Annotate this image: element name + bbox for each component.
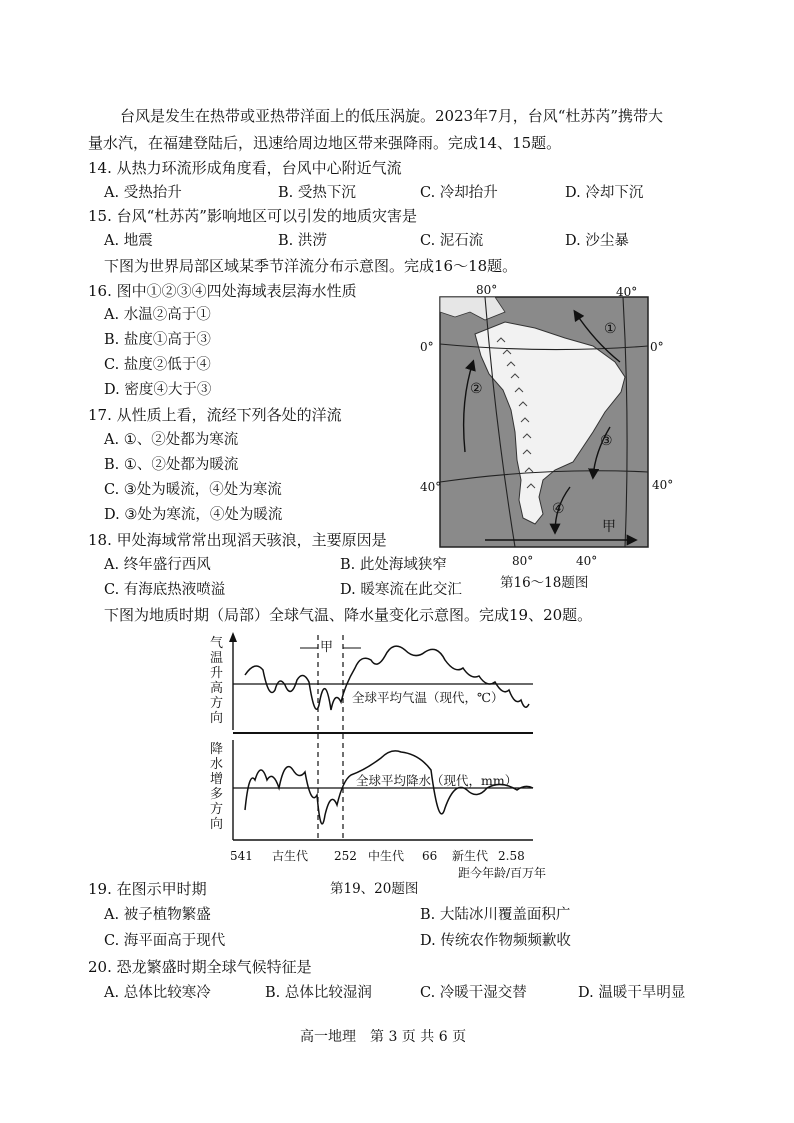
map-lat-equator-right: 0° — [650, 340, 664, 354]
q18-option-a[interactable]: A. 终年盛行西风 — [104, 557, 211, 573]
map-lon-top-80: 80° — [476, 283, 498, 297]
intro-19-20: 下图为地质时期（局部）全球气温、降水量变化示意图。完成19、20题。 — [104, 606, 593, 624]
q16-option-c[interactable]: C. 盐度②低于④ — [104, 357, 211, 373]
q15-option-d[interactable]: D. 沙尘暴 — [565, 233, 629, 249]
question-18-stem: 18. 甲处海域常常出现滔天骇浪，主要原因是 — [88, 531, 387, 549]
q17-option-d[interactable]: D. ③处为寒流，④处为暖流 — [104, 507, 283, 523]
climate-chart — [205, 630, 550, 845]
q18-option-b[interactable]: B. 此处海域狭窄 — [340, 557, 447, 573]
question-17-stem: 17. 从性质上看，流经下列各处的洋流 — [88, 406, 342, 424]
question-19-stem: 19. 在图示甲时期 — [88, 880, 207, 898]
map-marker-2: ② — [470, 381, 483, 397]
intro-14-15-line1: 台风是发生在热带或亚热带洋面上的低压涡旋。2023年7月，台风“杜苏芮”携带大 — [120, 107, 664, 125]
q20-option-b[interactable]: B. 总体比较湿润 — [265, 985, 372, 1001]
map-lon-bottom-80: 80° — [512, 554, 534, 568]
era-mesozoic: 中生代 — [368, 849, 405, 863]
q14-option-d[interactable]: D. 冷却下沉 — [565, 185, 644, 201]
q17-option-a[interactable]: A. ①、②处都为寒流 — [104, 432, 239, 448]
q19-option-b[interactable]: B. 大陆冰川覆盖面积广 — [420, 907, 571, 923]
map-lat-40-right: 40° — [652, 478, 674, 492]
tick-252: 252 — [334, 849, 357, 863]
map-caption: 第16～18题图 — [500, 575, 589, 591]
precip-reference-label: 全球平均降水（现代，mm） — [356, 773, 518, 788]
q20-option-c[interactable]: C. 冷暖干湿交替 — [420, 985, 527, 1001]
q15-option-c[interactable]: C. 泥石流 — [420, 233, 484, 249]
chart-caption: 第19、20题图 — [330, 881, 419, 897]
map-lat-equator-left: 0° — [420, 340, 434, 354]
question-14-stem: 14. 从热力环流形成角度看，台风中心附近气流 — [88, 159, 402, 177]
map-marker-4: ④ — [552, 501, 565, 517]
map-lon-top-40: 40° — [616, 285, 638, 299]
map-marker-3: ③ — [600, 433, 613, 449]
era-cenozoic: 新生代 — [452, 849, 489, 863]
ocean-current-map — [415, 282, 675, 572]
chart-jia-label: 甲 — [320, 640, 334, 655]
temp-reference-label: 全球平均气温（现代，℃） — [352, 690, 504, 705]
map-lon-bottom-40: 40° — [576, 554, 598, 568]
q14-option-b[interactable]: B. 受热下沉 — [278, 185, 356, 201]
q16-option-a[interactable]: A. 水温②高于① — [104, 307, 211, 323]
tick-541: 541 — [230, 849, 253, 863]
q19-option-c[interactable]: C. 海平面高于现代 — [104, 933, 226, 949]
q15-option-a[interactable]: A. 地震 — [104, 233, 153, 249]
intro-14-15-line2: 量水汽，在福建登陆后，迅速给周边地区带来强降雨。完成14、15题。 — [88, 134, 562, 152]
precip-axis-label: 降水增多方向 — [210, 742, 224, 832]
question-20-stem: 20. 恐龙繁盛时期全球气候特征是 — [88, 958, 312, 976]
page-footer: 高一地理 第 3 页 共 6 页 — [300, 1029, 467, 1045]
intro-16-18: 下图为世界局部区域某季节洋流分布示意图。完成16～18题。 — [104, 257, 518, 275]
q17-option-c[interactable]: C. ③处为暖流，④处为寒流 — [104, 482, 282, 498]
q19-option-a[interactable]: A. 被子植物繁盛 — [104, 907, 211, 923]
tick-66: 66 — [422, 849, 438, 863]
temp-axis-label: 气温升高方向 — [210, 636, 224, 726]
question-15-stem: 15. 台风“杜苏芮”影响地区可以引发的地质灾害是 — [88, 207, 417, 225]
q14-option-a[interactable]: A. 受热抬升 — [104, 185, 182, 201]
tick-2-58: 2.58 — [498, 849, 525, 863]
q18-option-d[interactable]: D. 暖寒流在此交汇 — [340, 582, 462, 598]
q17-option-b[interactable]: B. ①、②处都为暖流 — [104, 457, 239, 473]
q16-option-d[interactable]: D. 密度④大于③ — [104, 382, 212, 398]
q15-option-b[interactable]: B. 洪涝 — [278, 233, 327, 249]
map-label-jia: 甲 — [602, 519, 616, 535]
x-axis-label: 距今年龄/百万年 — [458, 866, 547, 880]
q18-option-c[interactable]: C. 有海底热液喷溢 — [104, 582, 226, 598]
question-16-stem: 16. 图中①②③④四处海域表层海水性质 — [88, 282, 357, 300]
q14-option-c[interactable]: C. 冷却抬升 — [420, 185, 498, 201]
q20-option-a[interactable]: A. 总体比较寒冷 — [104, 985, 211, 1001]
map-lat-40-left: 40° — [420, 480, 442, 494]
q16-option-b[interactable]: B. 盐度①高于③ — [104, 332, 211, 348]
q19-option-d[interactable]: D. 传统农作物频频歉收 — [420, 933, 571, 949]
era-paleozoic: 古生代 — [272, 849, 309, 863]
q20-option-d[interactable]: D. 温暖干旱明显 — [578, 985, 686, 1001]
map-marker-1: ① — [604, 321, 617, 337]
